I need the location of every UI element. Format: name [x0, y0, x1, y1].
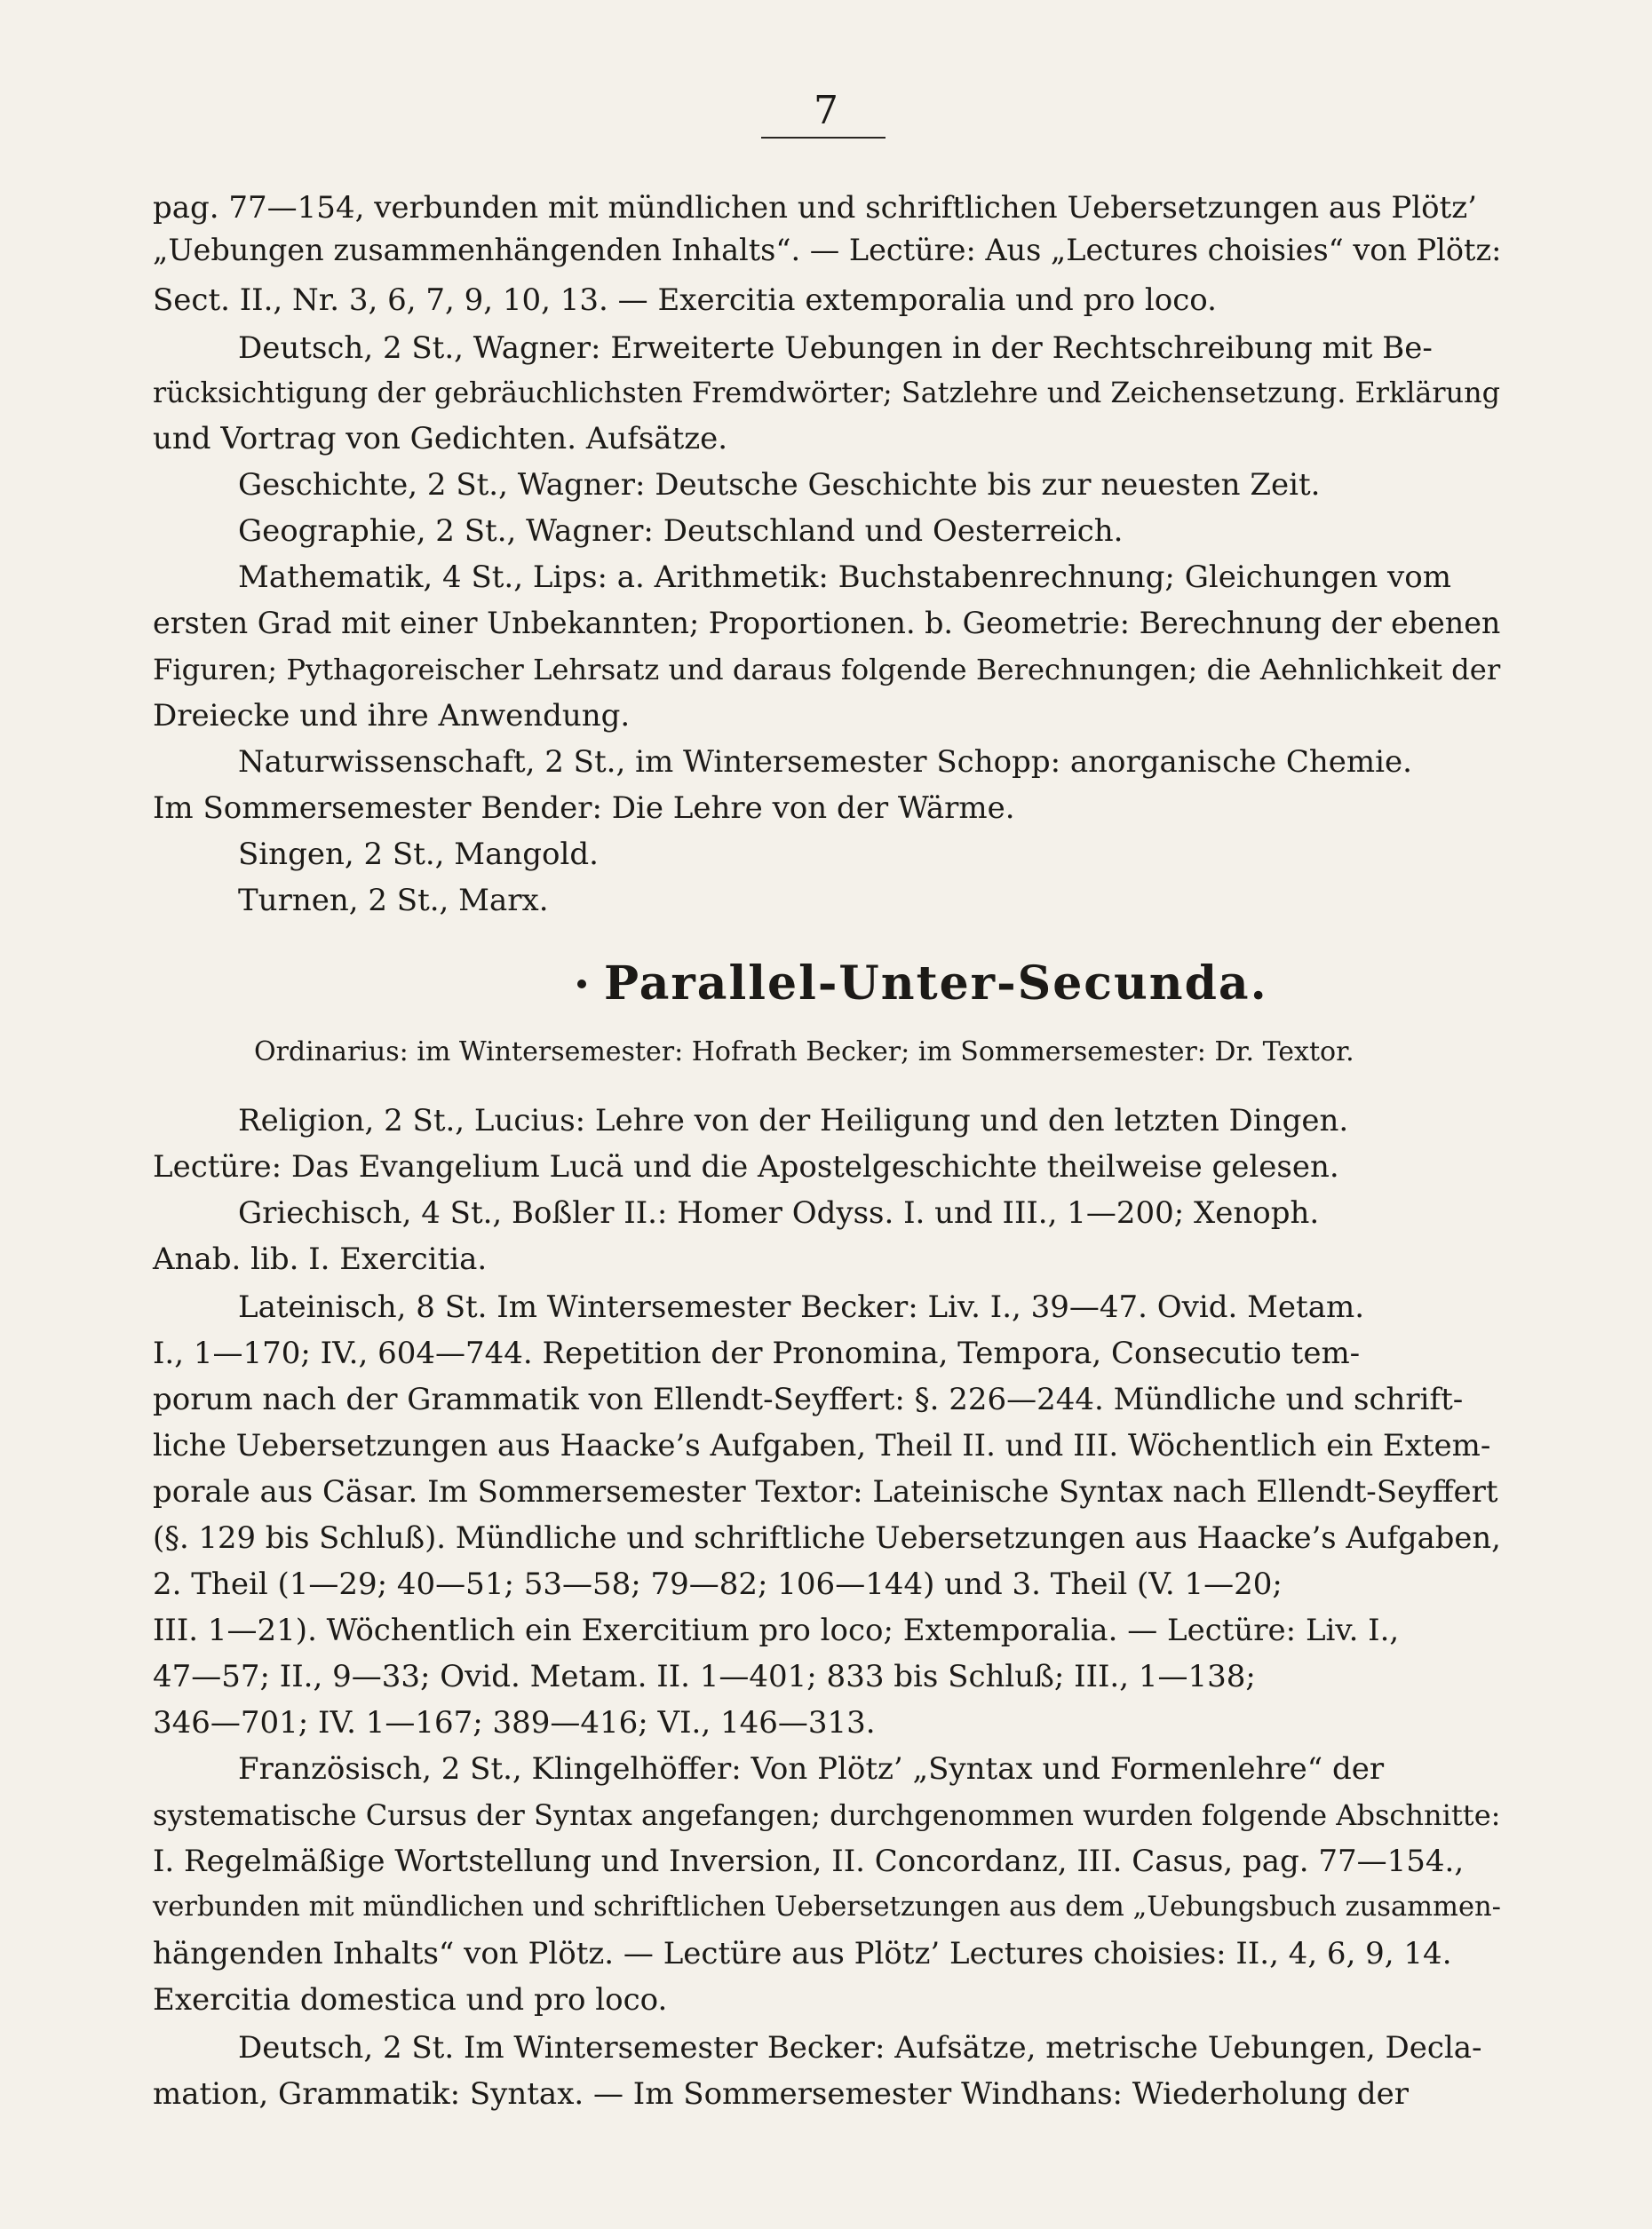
text-line: liche Uebersetzungen aus Haacke’s Aufgaben, Theil II. und III. Wöchentlich ein Extem-: [153, 1428, 1491, 1464]
text-line: 47—57; II., 9—33; Ovid. Metam. II. 1—401; 833 bis Schluß; III., 1—138;: [153, 1659, 1256, 1694]
section-subheading: Ordinarius: im Wintersemester: Hofrath Becker; im Sommersemester: Dr. Textor.: [254, 1036, 1354, 1067]
text-line: (§. 129 bis Schluß). Mündliche und schriftliche Uebersetzungen aus Haacke’s Aufgaben,: [153, 1520, 1501, 1555]
text-line: Mathematik, 4 St., Lips: a. Arithmetik: Buchstabenrechnung; Gleichungen vom: [238, 559, 1451, 595]
text-line: ersten Grad mit einer Unbekannten; Proportionen. b. Geometrie: Berechnung der ebenen: [153, 606, 1501, 640]
text-line: 346—701; IV. 1—167; 389—416; VI., 146—313.: [153, 1705, 876, 1741]
text-line: Geschichte, 2 St., Wagner: Deutsche Geschichte bis zur neuesten Zeit.: [238, 467, 1321, 503]
text-line: verbunden mit mündlichen und schriftlichen Uebersetzungen aus dem „Uebungsbuch zusammen-: [153, 1892, 1501, 1923]
text-line: rücksichtigung der gebräuchlichsten Fremdwörter; Satzlehre und Zeichensetzung. Erklärung: [153, 376, 1500, 409]
section-heading: Parallel-Unter-Secunda.: [604, 956, 1268, 1011]
text-line: I. Regelmäßige Wortstellung und Inversion, II. Concordanz, III. Casus, pag. 77—154.,: [153, 1844, 1465, 1879]
page-number: 7: [814, 88, 838, 133]
text-line: Religion, 2 St., Lucius: Lehre von der Heiligung und den letzten Dingen.: [238, 1103, 1349, 1138]
text-line: porum nach der Grammatik von Ellendt-Seyffert: §. 226—244. Mündliche und schrift-: [153, 1382, 1464, 1417]
text-line: Griechisch, 4 St., Boßler II.: Homer Odyss. I. und III., 1—200; Xenoph.: [238, 1195, 1320, 1231]
text-line: Französisch, 2 St., Klingelhöffer: Von Plötz’ „Syntax und Formenlehre“ der: [238, 1751, 1385, 1787]
text-line: Lectüre: Das Evangelium Lucä und die Apostelgeschichte theilweise gelesen.: [153, 1149, 1339, 1185]
text-line: Exercitia domestica und pro loco.: [153, 1982, 668, 2018]
text-line: „Uebungen zusammenhängenden Inhalts“. — Lectüre: Aus „Lectures choisies“ von Plötz:: [153, 233, 1502, 267]
text-line: 2. Theil (1—29; 40—51; 53—58; 79—82; 106—144) und 3. Theil (V. 1—20;: [153, 1567, 1283, 1602]
text-line: Dreiecke und ihre Anwendung.: [153, 698, 631, 734]
text-line: Sect. II., Nr. 3, 6, 7, 9, 10, 13. — Exercitia extemporalia und pro loco.: [153, 282, 1217, 318]
text-line: porale aus Cäsar. Im Sommersemester Textor: Lateinische Syntax nach Ellendt-Seyffert: [153, 1474, 1498, 1510]
text-line: Turnen, 2 St., Marx.: [238, 883, 549, 918]
text-line: Deutsch, 2 St., Wagner: Erweiterte Uebungen in der Rechtschreibung mit Be-: [238, 330, 1433, 366]
text-line: Singen, 2 St., Mangold.: [238, 837, 599, 872]
text-line: Im Sommersemester Bender: Die Lehre von der Wärme.: [153, 790, 1015, 826]
text-line: I., 1—170; IV., 604—744. Repetition der Pronomina, Tempora, Consecutio tem-: [153, 1336, 1361, 1371]
text-line: pag. 77—154, verbunden mit mündlichen und schriftlichen Uebersetzungen aus Plötz’: [153, 190, 1477, 226]
text-line: Naturwissenschaft, 2 St., im Wintersemester Schopp: anorganische Chemie.: [238, 744, 1412, 780]
text-line: hängenden Inhalts“ von Plötz. — Lectüre aus Plötz’ Lectures choisies: II., 4, 6, 9, 14.: [153, 1936, 1452, 1971]
text-line: Deutsch, 2 St. Im Wintersemester Becker: Aufsätze, metrische Uebungen, Decla-: [238, 2030, 1482, 2066]
text-line: mation, Grammatik: Syntax. — Im Sommersemester Windhans: Wiederholung der: [153, 2076, 1410, 2112]
text-line: und Vortrag von Gedichten. Aufsätze.: [153, 421, 728, 456]
text-line: Lateinisch, 8 St. Im Wintersemester Becker: Liv. I., 39—47. Ovid. Metam.: [238, 1289, 1365, 1325]
text-line: III. 1—21). Wöchentlich ein Exercitium pro loco; Extemporalia. — Lectüre: Liv. I.,: [153, 1613, 1400, 1648]
page-number-rule: [761, 137, 886, 139]
text-line: systematische Cursus der Syntax angefangen; durchgenommen wurden folgende Abschnitte:: [153, 1798, 1501, 1832]
text-line: Geographie, 2 St., Wagner: Deutschland und Oesterreich.: [238, 513, 1124, 549]
text-line: Anab. lib. I. Exercitia.: [153, 1241, 488, 1277]
text-line: Figuren; Pythagoreischer Lehrsatz und daraus folgende Berechnungen; die Aehnlichkeit der: [153, 653, 1501, 686]
decorative-dot: [577, 980, 586, 988]
